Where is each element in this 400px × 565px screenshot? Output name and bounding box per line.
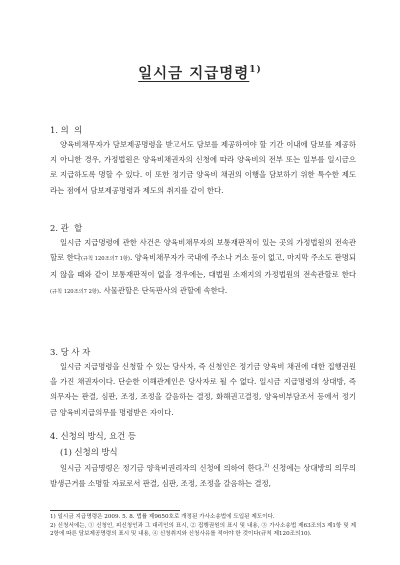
paragraph: 양육비채무자가 담보제공명령을 받고서도 담보를 제공하여야 할 기간 이내에 담보를 제공하지 아니한 경우, 가정법원은 양육비채권자의 신청에 따라 양육비의 전부 또는 일부를 일시금으로 지급하도록 명할 수 있다. 이 또한 정기금 양육비 채권의 이행을 담보하기 위한 특수한 제도라는 점에서 담보제공명령과 제도의 취지를 같이 한다. [50,140,356,195]
section-heading: 3. 당 사 자 [50,347,91,357]
footnote: 1) 일시금 지급명령은 2009. 5. 8. 법률 제9650호로 개정된 가사소송법에 도입된 제도이다. [50,514,275,520]
text-run: . 양육비채무자가 국내에 주소나 거소 등이 없고, 마지막 주소도 판명되지 않을 때와 같이 보통재판적이 없을 경우에는, 대법원 소재지의 가정법원의 전속관할로 한다 [50,253,357,280]
statute-citation: (규칙 120조의7 2항) [50,288,99,295]
section-heading: 2. 관 할 [50,223,83,233]
text-run: . 사물관할은 단독판사의 관할에 속한다. [98,285,228,295]
paragraph [50,235,356,300]
subsection-heading: (1) 신청의 방식 [60,447,118,457]
footnote-ref: 2) [264,463,270,469]
section-heading: 4. 신청의 방식, 요건 등 [50,431,137,441]
title-footnote-ref: 1) [249,65,262,76]
footnote-divider [50,510,180,511]
title-text: 일시금 지급명령 [138,65,250,82]
text-run: 일시금 지급명령에 관한 사건은 양육비채무자의 보통재판적이 있는 곳의 가정법원의 전속관할로 한다 [50,238,356,263]
paragraph: 일시금 지급명령을 신청할 수 있는 당사자, 즉 신청인은 정기금 양육비 채권에 대한 집행권원을 가진 채권자이다. 단순한 이해관계인은 당사자로 될 수 없다. 일시금 지급명령의 상대방, 즉 의무자는 판결, 심판, 조정, 조정을 갈음하는 결정, 화해권고결정, 양육비부담조서 등에서 정기금 양육비지급의무를 명령받은 자이다. [50,362,356,417]
footnote: 2) 신청서에는, ① 신청인, 피신청인과 그 대리인의 표시, ② 집행권원의 표시 및 내용, ③ 가사소송법 제63조의3 제1항 및 제2항에 따른 담보제공명령의 표시 및 내용, ④ 신청취지와 신청사유를 적어야 한 것이다(규칙 제120조의10). [50,523,356,537]
paragraph [50,459,356,491]
document-title [0,62,400,83]
text-run: 일시금 지급명령은 정기금 양육비권리자의 신청에 의하여 한다. [60,463,265,473]
section-heading: 1. 의 의 [50,125,83,135]
statute-citation: (규칙 120조의7 1항) [80,256,130,263]
text-run: 신청에는 상대방의 의무의 발생근거를 소명할 자료로서 판결, 심판, 조정, 조정을 갈음하는 결정, [50,463,356,488]
